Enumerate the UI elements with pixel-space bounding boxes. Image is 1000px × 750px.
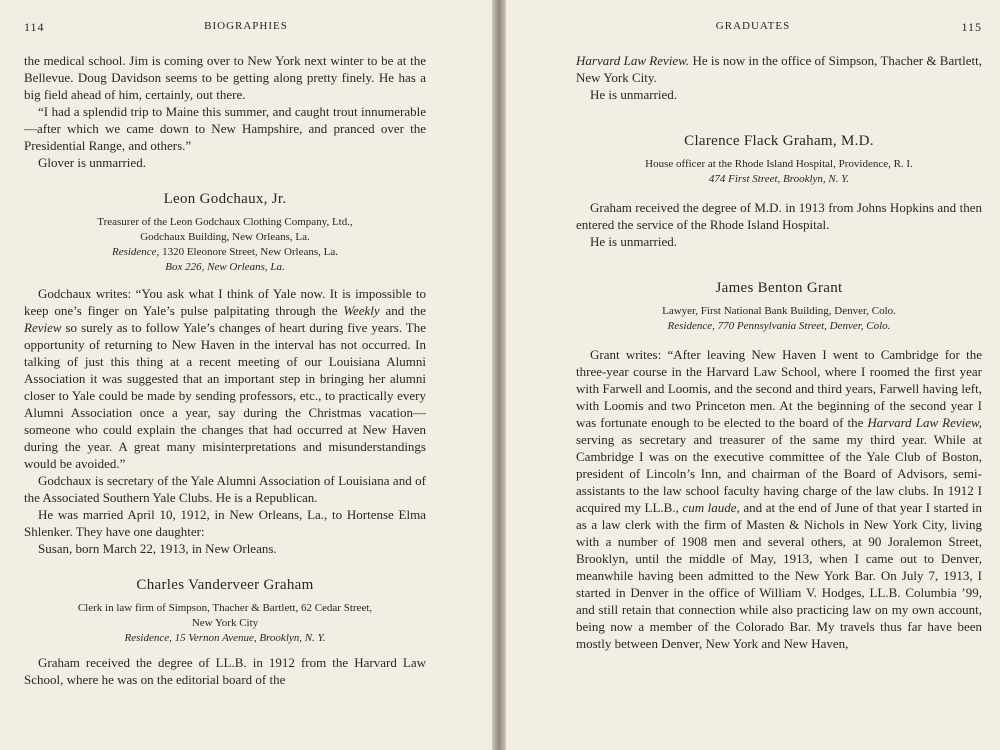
biography-address: Godchaux Building, New Orleans, La. xyxy=(140,231,310,243)
biography-address: New York City xyxy=(191,617,259,629)
running-head: GRADUATES xyxy=(715,20,791,32)
paragraph: He was married April 10, 1912, in New Orleans, La., to Hortense Elma Shlenker. They have one daughter: xyxy=(24,507,426,539)
biography-occupation: House officer at the Rhode Island Hospital, Providence, R. I. xyxy=(645,158,913,170)
paragraph: Graham received the degree of M.D. in 1913 from Johns Hopkins and then entered the service of the Rhode Island Hospital. xyxy=(576,200,982,232)
paragraph: Godchaux writes: “You ask what I think of Yale now. It is impossible to keep one’s finger on Yale’s pulse palpitating through the Weekly and the Review so surely as to follow Yale’s changes of heart during five years. The opportunity of returning to New Haven in the interval has not occurred. In talking of just this thing at a recent meeting of our Louisiana Alumni Association it was suggested that an important step in bringing her alumni closer to Yale could be made by sending professors, etc., to practically every Alumni Association once a year, say during the Christmas vacation—someone who could explain the changes that had occurred at New Haven during the year. A great many misinterpretations and misunderstandings would be avoided.” xyxy=(24,286,427,471)
book-gutter xyxy=(492,0,506,750)
paragraph: He is unmarried. xyxy=(590,234,678,249)
paragraph: Susan, born March 22, 1913, in New Orleans. xyxy=(38,541,277,556)
biography-address: 474 First Street, Brooklyn, N. Y. xyxy=(708,173,850,185)
continued-paragraph: the medical school. Jim is coming over to New York next winter to be at the Bellevue. Doug Davidson seems to be getting along pretty finely. He has a big field ahead of him, certainly, out there. xyxy=(24,53,426,102)
continued-paragraph: Harvard Law Review. He is now in the office of Simpson, Thacher & Bartlett, New York City. xyxy=(576,53,983,85)
biography-box: Box 226, New Orleans, La. xyxy=(165,261,285,273)
biography-name: Charles Vanderveer Graham xyxy=(136,577,314,593)
biography-name: Leon Godchaux, Jr. xyxy=(163,191,287,207)
biography-residence: Residence, 1320 Eleonore Street, New Orleans, La. xyxy=(111,246,339,258)
paragraph: He is unmarried. xyxy=(590,87,678,102)
biography-name: James Benton Grant xyxy=(715,280,843,296)
paragraph: “I had a splendid trip to Maine this summer, and caught trout innumerable—after which we came down to New Hampshire, and pranced over the Presidential Range, and others.” xyxy=(24,104,426,153)
biography-residence: Residence, 15 Vernon Avenue, Brooklyn, N. Y. xyxy=(124,632,326,644)
page-number: 115 xyxy=(961,20,982,34)
paragraph: Glover is unmarried. xyxy=(38,155,146,170)
left-body xyxy=(24,52,426,688)
biography-residence: Residence, 770 Pennsylvania Street, Denver, Colo. xyxy=(667,320,891,332)
biography-occupation: Treasurer of the Leon Godchaux Clothing Company, Ltd., xyxy=(97,216,353,228)
right-body xyxy=(576,52,982,652)
left-page xyxy=(0,0,492,750)
paragraph: Graham received the degree of LL.B. in 1912 from the Harvard Law School, where he was on the editorial board of the xyxy=(24,655,426,687)
paragraph: Grant writes: “After leaving New Haven I went to Cambridge for the three-year course in the Harvard Law School, where I roomed the first year with Farwell and Loomis, and the second and third years, Farwell having left, with Loomis and two Princeton men. At the beginning of the second year I was fortunate enough to be elected to the board of the Harvard Law Review, serving as secretary and treasurer of the same my third year. While at Cambridge I was on the executive committee of the Yale Club of Boston, president of Lincoln’s Inn, and chairman of the Board of Advisors, semi-assistants to the law school faculty having charge of the law clubs. In 1912 I acquired my LL.B., cum laude, and at the end of June of that year I started in as a law clerk with the firm of Masten & Nichols in New York City, living with a number of 1908 men and several others, at 90 Joralemon Street, Brooklyn, until the middle of May, 1913, when I came out to Denver, meanwhile having been admitted to the New York Bar. On July 7, 1913, I started in Denver in the office of William V. Hodges, LL.B. Columbia ’99, and still retain that connection while also practicing law on my own account, being now a member of the Colorado Bar. My travels thus far have been mostly between Denver, New York and New Haven, xyxy=(576,347,983,651)
biography-occupation: Clerk in law firm of Simpson, Thacher & Bartlett, 62 Cedar Street, xyxy=(77,602,373,614)
page-number: 114 xyxy=(24,20,45,34)
right-page xyxy=(506,0,1000,750)
biography-name: Clarence Flack Graham, M.D. xyxy=(684,133,874,149)
running-head: BIOGRAPHIES xyxy=(204,20,288,32)
biography-occupation: Lawyer, First National Bank Building, Denver, Colo. xyxy=(662,305,896,317)
paragraph: Godchaux is secretary of the Yale Alumni Association of Louisiana and of the Associated Southern Yale Clubs. He is a Republican. xyxy=(24,473,426,505)
